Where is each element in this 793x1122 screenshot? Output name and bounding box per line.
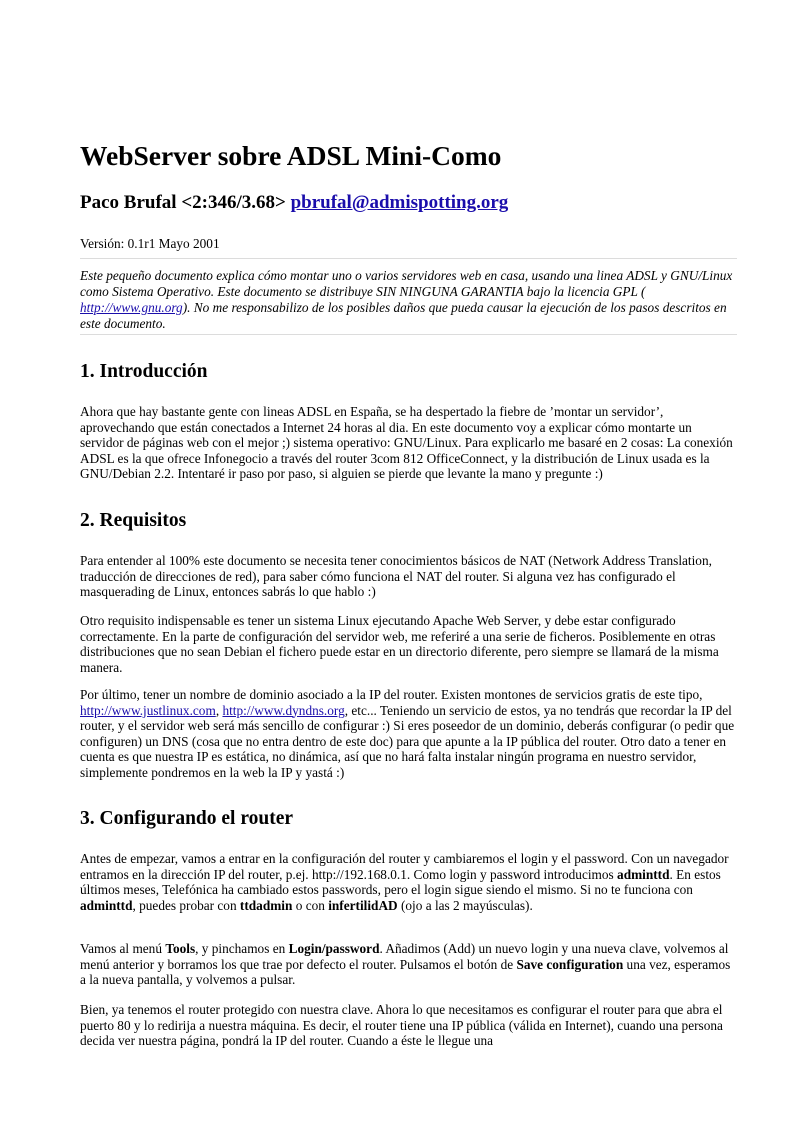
- divider-top: [80, 258, 737, 259]
- divider-bottom: [80, 334, 737, 335]
- req-p3-separator: ,: [215, 702, 223, 718]
- version-text: Versión: 0.1r1 Mayo 2001: [80, 236, 220, 251]
- router-p2-text-e: una vez, esperamos a la nueva pantalla, y volvemos a pulsar.: [80, 956, 731, 988]
- intro-paragraph: Ahora que hay bastante gente con lineas ADSL en España, se ha despertado la fiebre de ’montar un servidor’, aprovechando que están conectados a Internet 24 horas al dia. En este documento voy a explicar cómo montarte un servidor de páginas web con el mejor ;) sistema operativo: GNU/Linux. Para explicarlo me basaré en 2 cosas: La conexión ADSL es la que ofrece Infonegocio a través del router 3com 812 OfficeConnect, y la distribución de Linux usada es la GNU/Debian 2.2. Intentaré ir paso por paso, si alguien se pierde que levante la mano y pregunte :): [80, 404, 733, 482]
- heading-requisitos: 2. Requisitos: [80, 510, 187, 531]
- router-p1-text-c: . En estos últimos meses, Telefónica ha cambiado estos passwords, pero el login sigue siendo el mismo. Si no te funciona con: [80, 866, 721, 898]
- abstract: [80, 268, 737, 332]
- abstract-text-1: Este pequeño documento explica cómo montar uno o varios servidores web en casa, usando una linea ADSL y GNU/Linux como Sistema Operativo. Este documento se distribuye SIN NINGUNA GARANTIA bajo la licencia GPL (: [80, 268, 733, 299]
- requisitos-paragraph-3: [80, 687, 737, 781]
- router-paragraph-2: [80, 941, 737, 988]
- heading-introduccion: 1. Introducción: [80, 361, 208, 382]
- gnu-link[interactable]: http://www.gnu.org: [80, 300, 183, 315]
- router-p1-bold-1: adminttd: [617, 866, 670, 882]
- author-line: [80, 192, 508, 214]
- req-p3-text-a: Por último, tener un nombre de dominio asociado a la IP del router. Existen montones de servicios gratis de este tipo,: [80, 687, 703, 702]
- router-p2-text-a: Vamos al menú: [80, 941, 166, 956]
- router-p1-text-e: o con: [292, 897, 329, 913]
- requisitos-paragraph-2: Otro requisito indispensable es tener un sistema Linux ejecutando Apache Web Server, y debe estar configurado correctamente. En la parte de configuración del servidor web, me referiré a una serie de ficheros. Posiblemente en otras distribuciones que no sean Debian el fichero puede estar en un directorio diferente, pero siempre se llamará de la misma manera.: [80, 613, 719, 675]
- justlinux-link[interactable]: http://www.justlinux.com: [80, 702, 216, 718]
- router-p1-bold-4: infertilidAD: [328, 897, 398, 913]
- router-paragraph-3: Bien, ya tenemos el router protegido con nuestra clave. Ahora lo que necesitamos es configurar el router para que abra el puerto 80 y lo redirija a nuestra máquina. Es decir, el router tiene una IP pública (válida en Internet), cuando una persona decida ver nuestra página, pondrá la IP del router. Cuando a éste le llegue una: [80, 1002, 723, 1049]
- router-p2-text-c: , y pinchamos en: [195, 941, 289, 956]
- req-p3-text-b: , etc... Teniendo un servicio de estos, ya no tendrás que recordar la IP del router, y el servidor web será más sencillo de configurar :) Si eres poseedor de un dominio, deberás configurar (o pedir que configuren) un DNS (cosa que no entra dentro de este doc) para que apunte a la IP pública del router. Otro dato a tener en cuenta es que nuestra IP es estática, no dinámica, así que no hará falta instalar ningún programa en nuestro servidor, simplemente pondremos en la web la IP y yastá :): [80, 702, 735, 780]
- dyndns-link[interactable]: http://www.dyndns.org: [222, 702, 345, 718]
- router-p1-text-d: , puedes probar con: [132, 897, 240, 913]
- author-name: Paco Brufal <2:346/3.68>: [80, 192, 286, 213]
- author-email-link[interactable]: pbrufal@admispotting.org: [290, 192, 509, 213]
- document-title: WebServer sobre ADSL Mini-Como: [80, 140, 502, 171]
- router-p2-bold-2: Login/password: [288, 941, 380, 956]
- router-p2-bold-1: Tools: [165, 941, 196, 956]
- router-p2-text-d: . Añadimos (Add) un nuevo login y una nueva clave, volvemos al menú anterior y borramos los que trae por defecto el router. Pulsamos el botón de: [80, 941, 729, 972]
- requisitos-paragraph-1: Para entender al 100% este documento se necesita tener conocimientos básicos de NAT (Network Address Translation, traducción de direcciones de red), para saber cómo funciona el NAT del router. Si alguna vez has configurado el masquerading de Linux, entonces sabrás lo que hablo :): [80, 553, 712, 600]
- heading-configurando-router: 3. Configurando el router: [80, 808, 294, 829]
- router-paragraph-1: [80, 851, 737, 913]
- router-p2-bold-3: Save configuration: [516, 956, 624, 972]
- abstract-text-2: ). No me responsabilizo de los posibles daños que pueda causar la ejecución de los pasos descritos en este documento.: [80, 300, 727, 331]
- router-p1-text-f: (ojo a las 2 mayúsculas).: [397, 897, 533, 913]
- router-p1-text-a: Antes de empezar, vamos a entrar en la configuración del router y cambiaremos el login y el password. Con un navegador entramos en la dirección IP del router, p.ej. http://192.168.0.1. Como login y password introducimos: [80, 851, 729, 882]
- router-p1-bold-2: adminttd: [80, 897, 133, 913]
- router-p1-bold-3: ttdadmin: [239, 897, 293, 913]
